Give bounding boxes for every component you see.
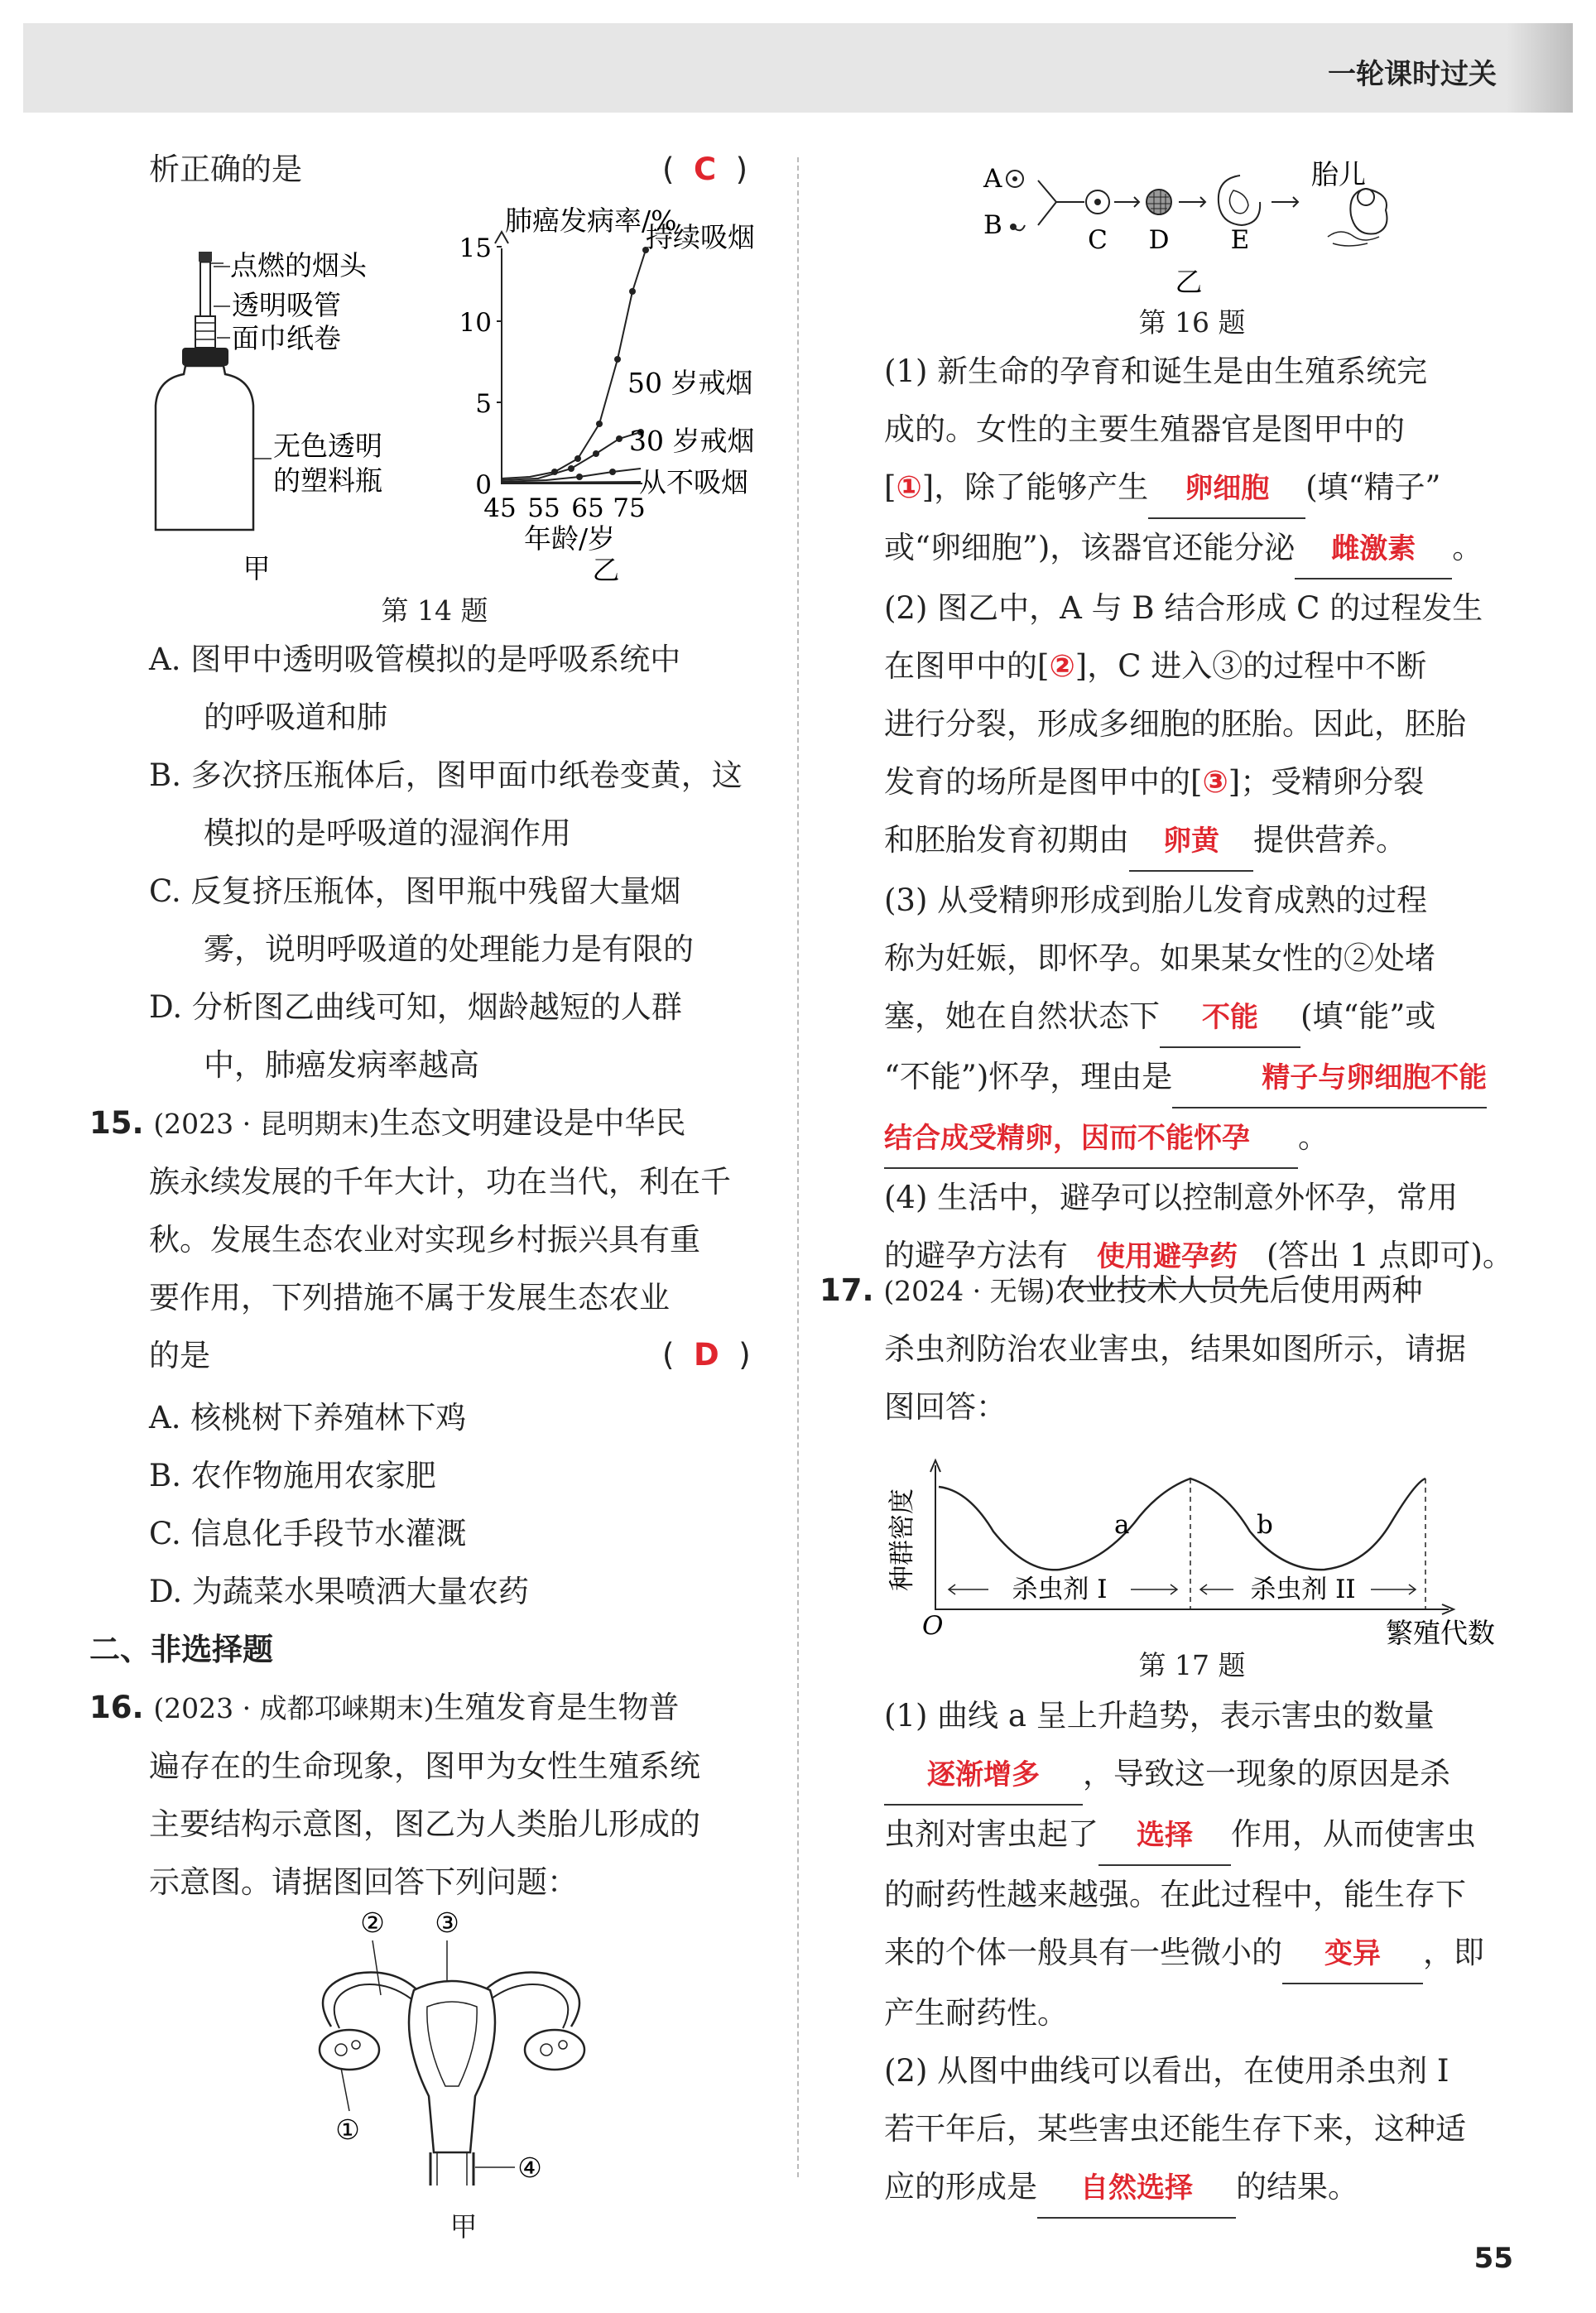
yi16-label-d: D (1148, 225, 1170, 255)
q16-number: 16. (89, 1690, 144, 1725)
q15-line-4: 要作用，下列措施不属于发展生态农业 (149, 1280, 670, 1315)
yi-xtick-45: 45 (483, 493, 517, 523)
q16-p2-line-4: 发育的场所是图甲中的[③]；受精卵分裂 (884, 764, 1425, 800)
q17-p1-line-6: 产生耐药性。 (884, 1995, 1068, 2031)
q16-p2-answer-3: 卵黄 (1163, 825, 1219, 858)
q17-ylabel: 种群密度 (887, 1488, 917, 1591)
q14-option-a: A. 图甲中透明吸管模拟的是呼吸系统中 (149, 642, 681, 677)
page-number: 55 (1473, 2242, 1513, 2275)
q16-p3-answer-1: 不能 (1202, 1001, 1258, 1034)
q16-figure-yi (977, 151, 1440, 300)
jia16-label-2: ② (360, 1907, 385, 1939)
q17-line-3: 图回答： (884, 1389, 1007, 1425)
q16-p3-line-2: 称为妊娠，即怀孕。如果某女性的②处堵 (884, 940, 1435, 976)
q17-p1-line-5: 来的个体一般具有一些微小的 变异 ，即 (884, 1924, 1484, 1984)
q17-answers (884, 1687, 1484, 2219)
yi-ytick-15: 15 (459, 233, 492, 263)
q17-xlabel: 繁殖代数 (1386, 1617, 1495, 1649)
q15-line-3: 秋。发展生态农业对实现乡村振兴具有重 (149, 1222, 700, 1257)
q16-p3-line-1: (3) 从受精卵形成到胎儿发育成熟的过程 (884, 882, 1428, 918)
q17-origin: O (922, 1611, 944, 1641)
q15-line-1: 生态文明建设是中华民 (379, 1105, 686, 1141)
yi-ytick-0: 0 (475, 470, 492, 500)
q17-phase-1: 杀虫剂 I (1012, 1575, 1108, 1604)
q14-option-a-2: 的呼吸道和肺 (204, 700, 387, 735)
q17-p2-line-1: (2) 从图中曲线可以看出，在使用杀虫剂 I (884, 2053, 1449, 2089)
q16-p2-line-3: 进行分裂，形成多细胞的胚胎。因此，胚胎 (884, 706, 1466, 742)
q14-option-b: B. 多次挤压瓶体后，图甲面巾纸卷变黄，这 (149, 757, 743, 793)
yi-series-label-continuous: 持续吸烟 (646, 221, 755, 253)
q16-p4-answer-1: 使用避孕药 (1097, 1240, 1238, 1273)
jia-label-tube: 透明吸管 (232, 289, 341, 321)
q16-p1-answer-2: 卵细胞 (1185, 472, 1270, 505)
q15-option-c: C. 信息化手段节水灌溉 (149, 1516, 467, 1551)
q14-answer: C (693, 151, 717, 187)
q16-figure-jia (298, 1904, 629, 2202)
q15-option-b: B. 农作物施用农家肥 (149, 1458, 436, 1493)
yi-xtick-75: 75 (613, 493, 646, 523)
q15-number: 15. (89, 1105, 144, 1141)
jia-label-bottle-2: 的塑料瓶 (273, 464, 382, 497)
q15-line-2: 族永续发展的千年大计，功在当代，利在千 (149, 1164, 731, 1200)
q16-line-4: 示意图。请据图回答下列问题： (149, 1864, 578, 1900)
yi-ytick-10: 10 (459, 308, 492, 338)
yi-caption: 乙 (592, 554, 620, 586)
q14-answer-paren: ( C ) (662, 151, 748, 187)
q16-p3-line-5: 结合成受精卵，因而不能怀孕 。 (884, 1108, 1513, 1169)
header-shade (1507, 23, 1573, 113)
q16-p2-answer-1: ② (1049, 648, 1075, 684)
q17-p1-line-4: 的耐药性越来越强。在此过程中，能生存下 (884, 1877, 1466, 1912)
yi-series-label-quit50: 50 岁戒烟 (627, 367, 753, 399)
yi16-label-fetus: 胎儿 (1311, 158, 1366, 190)
q16-line-1: 生殖发育是生物普 (434, 1690, 680, 1725)
q14-option-c-2: 雾，说明呼吸道的处理能力是有限的 (204, 931, 694, 967)
q16-p3-line-3: 塞，她在自然状态下 不能 (填“能”或 (884, 988, 1513, 1048)
q17-curve-label-a: a (1114, 1510, 1130, 1540)
q16-jia-caption: 甲 (449, 2210, 478, 2243)
q16-p3-answer-2b: 结合成受精卵，因而不能怀孕 (884, 1122, 1250, 1155)
q15-option-a: A. 核桃树下养殖林下鸡 (149, 1400, 467, 1435)
yi-ytick-5: 5 (475, 389, 492, 419)
q17-p1-line-3: 虫剂对害虫起了 选择 作用，从而使害虫 (884, 1806, 1484, 1866)
yi16-label-e: E (1230, 225, 1250, 255)
jia16-label-4: ④ (517, 2152, 542, 2184)
q16-line-2: 遍存在的生命现象，图甲为女性生殖系统 (149, 1748, 700, 1784)
q14-figure-yi (447, 199, 778, 596)
q16-caption: 第 16 题 (1138, 306, 1246, 339)
q17-p1-answer-3: 变异 (1324, 1937, 1381, 1970)
q16-source: (2023 · 成都邛崃期末) (153, 1692, 435, 1724)
jia16-label-3: ③ (435, 1907, 459, 1939)
jia16-label-1: ① (335, 2113, 360, 2146)
yi16-label-b: B (983, 210, 1002, 240)
q16-line-3: 主要结构示意图，图乙为人类胎儿形成的 (149, 1806, 700, 1842)
q16-p2-line-5: 和胚胎发育初期由 卵黄 提供营养。 (884, 811, 1513, 872)
q16-p1-answer-3: 雌激素 (1331, 532, 1416, 565)
q15-line-5: 的是 (149, 1338, 210, 1373)
q17-line-1: 农业技术人员先后使用两种 (1055, 1272, 1423, 1308)
q15-option-d: D. 为蔬菜水果喷洒大量农药 (149, 1574, 529, 1609)
q15-source: (2023 · 昆明期末) (153, 1108, 380, 1140)
q17-p2-answer-1: 自然选择 (1080, 2171, 1193, 2205)
q15-options (149, 1389, 529, 1621)
q16-block (89, 1679, 700, 1911)
yi-series-label-quit30: 30 岁戒烟 (629, 425, 755, 457)
q16-p1-answer-1: ① (896, 469, 922, 505)
q14-option-c: C. 反复挤压瓶体，图甲瓶中残留大量烟 (149, 873, 681, 909)
q14-option-d-2: 中，肺癌发病率越高 (204, 1047, 479, 1083)
yi-xtick-65: 65 (571, 493, 604, 523)
q16-p3-line-4: “不能”)怀孕，理由是 精子与卵细胞不能 (884, 1048, 1513, 1108)
q15-answer-paren: ( D ) (662, 1337, 751, 1373)
section-title: 二、非选择题 (89, 1632, 273, 1667)
q15-block (89, 1094, 731, 1385)
q17-phase-2: 杀虫剂 II (1250, 1575, 1356, 1604)
q16-p1-line-2: 成的。女性的主要生殖器官是图甲中的 (884, 411, 1405, 447)
q15-answer: D (693, 1337, 719, 1373)
column-divider (797, 157, 799, 2177)
q16-p4-line-2: 的避孕方法有 使用避孕药 (答出 1 点即可)。 (884, 1227, 1513, 1287)
q16-p1-line-1: (1) 新生命的孕育和诞生是由生殖系统完 (884, 353, 1428, 389)
q17-caption: 第 17 题 (1138, 1649, 1246, 1681)
q17-p1-answer-1: 逐渐增多 (927, 1758, 1040, 1791)
q17-p1-line-1: (1) 曲线 a 呈上升趋势，表示害虫的数量 (884, 1698, 1435, 1734)
yi16-caption: 乙 (1175, 266, 1203, 298)
q14-figure-jia (141, 240, 414, 604)
yi-xlabel: 年龄/岁 (523, 522, 616, 555)
page-header (23, 23, 1573, 113)
q16-p1-line-4: 或“卵细胞”)，该器官还能分泌 雌激素 。 (884, 519, 1513, 579)
yi16-label-a: A (983, 164, 1002, 194)
q17-curve (939, 1479, 1425, 1570)
q16-p1-line-3: [①]，除了能够产生 卵细胞 (填“精子” (884, 459, 1513, 519)
q17-p2-line-3: 应的形成是 自然选择 的结果。 (884, 2158, 1484, 2219)
q14-caption: 第 14 题 (381, 594, 488, 627)
q16-answers (884, 343, 1513, 1287)
q16-p3-answer-2a: 精子与卵细胞不能 (1262, 1061, 1488, 1094)
jia-label-cigarette: 点燃的烟头 (230, 249, 367, 281)
q17-chart (886, 1457, 1498, 1656)
q16-p2-line-1: (2) 图乙中，A 与 B 结合形成 C 的过程发生 (884, 590, 1483, 626)
q14-option-d: D. 分析图乙曲线可知，烟龄越短的人群 (149, 989, 682, 1025)
q16-p2-answer-2: ③ (1202, 764, 1228, 800)
q17-p1-line-2: 逐渐增多 ，导致这一现象的原因是杀 (884, 1745, 1484, 1806)
yi-series-continuous (502, 250, 646, 478)
q14-options (149, 631, 743, 1094)
jia-label-bottle-1: 无色透明 (273, 430, 382, 462)
q16-p2-line-2: 在图甲中的[②]，C 进入③的过程中不断 (884, 648, 1427, 684)
q14-option-b-2: 模拟的是呼吸道的湿润作用 (204, 815, 571, 851)
jia-label-tissue: 面巾纸卷 (232, 322, 341, 354)
yi-series-label-never: 从不吸烟 (639, 466, 748, 498)
q17-number: 17. (820, 1272, 874, 1308)
yi16-label-c: C (1088, 225, 1108, 255)
jia-caption: 甲 (243, 552, 271, 584)
yi-ylabel: 肺癌发病率/% (505, 204, 677, 237)
header-title: 一轮课时过关 (1328, 58, 1497, 91)
yi-series-never (502, 482, 641, 483)
yi-xtick-55: 55 (527, 493, 560, 523)
q17-source: (2024 · 无锡) (883, 1275, 1055, 1307)
q17-curve-label-b: b (1257, 1510, 1273, 1540)
q17-line-2: 杀虫剂防治农业害虫，结果如图所示，请据 (884, 1331, 1466, 1367)
q17-block (820, 1262, 1466, 1436)
q16-p4-line-1: (4) 生活中，避孕可以控制意外怀孕，常用 (884, 1180, 1459, 1215)
q17-p1-answer-2: 选择 (1137, 1819, 1193, 1852)
q17-p2-line-2: 若干年后，某些害虫还能生存下来，这种适 (884, 2111, 1466, 2147)
q14-stem-tail: 析正确的是 (149, 151, 302, 187)
